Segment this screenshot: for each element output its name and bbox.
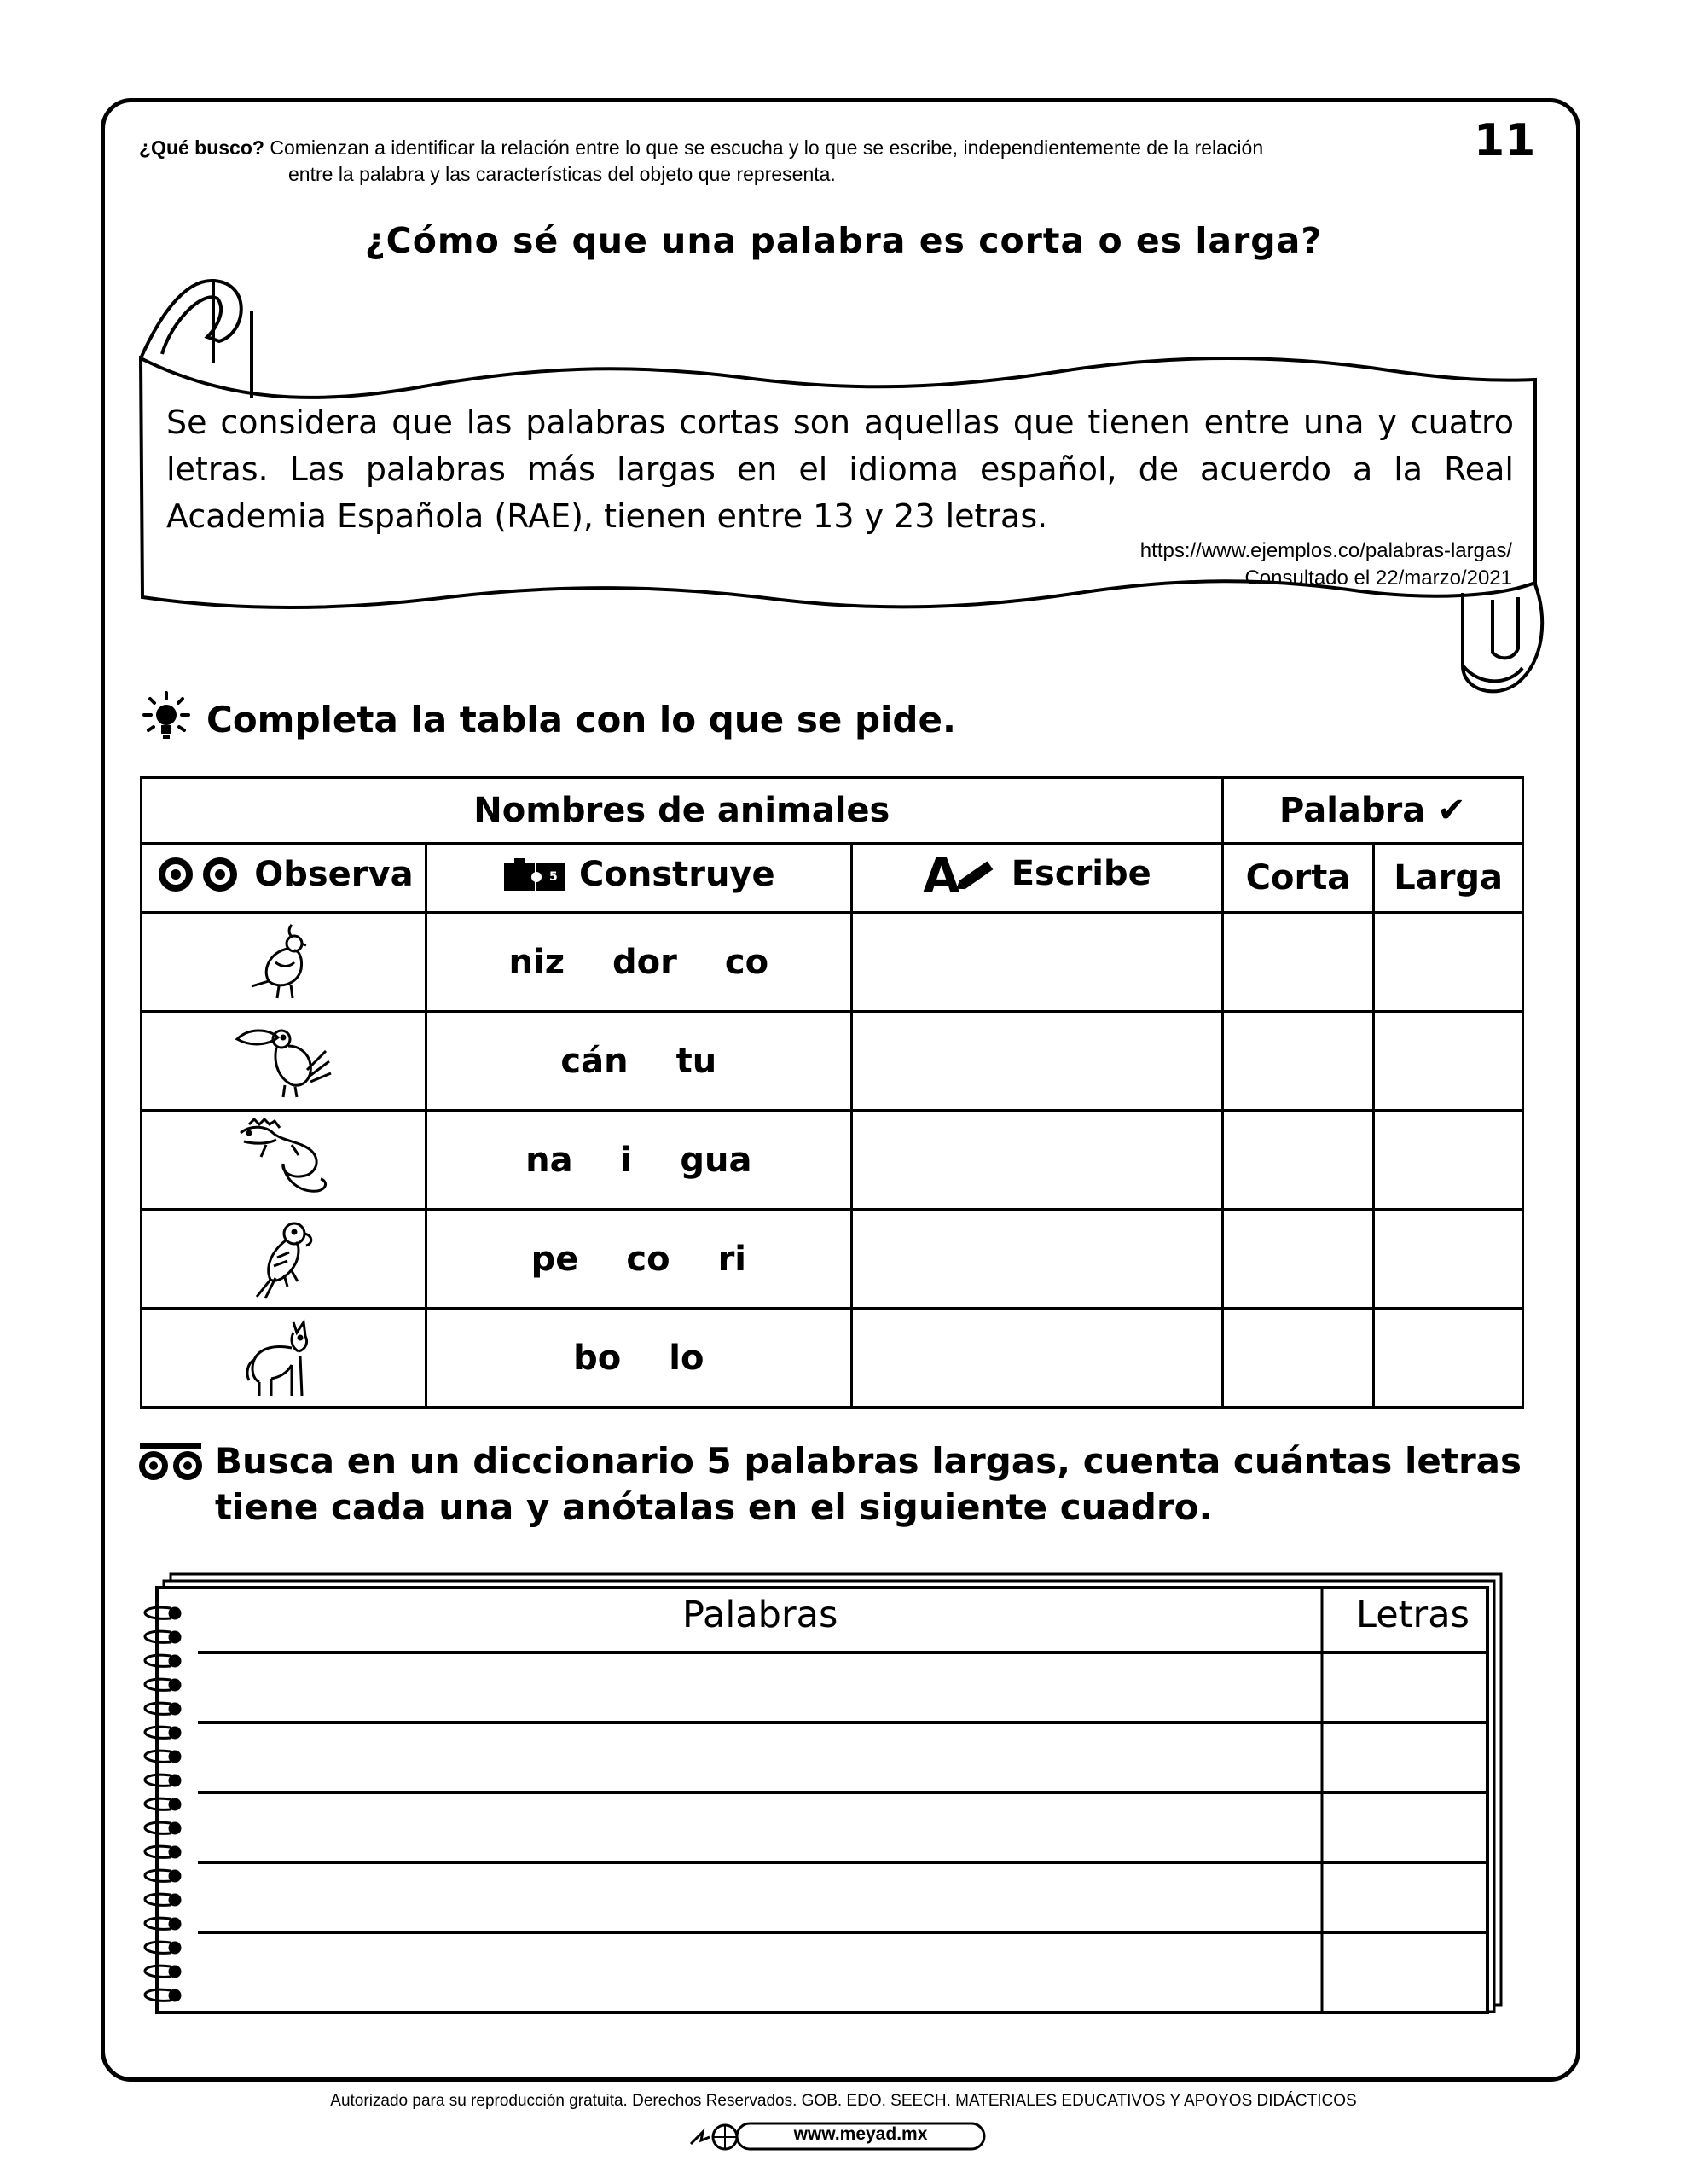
animal-image-cell: [142, 1111, 426, 1210]
iguana-icon: [232, 1116, 334, 1201]
table-row: [142, 1210, 1523, 1309]
syllable: co: [626, 1239, 670, 1279]
col-header-corta: Corta: [1222, 844, 1374, 913]
syllable: pe: [530, 1239, 579, 1279]
syllable: tu: [675, 1041, 717, 1081]
lightbulb-icon: [136, 689, 196, 749]
syllables-cell: [426, 1309, 851, 1408]
syllables-cell: [426, 1111, 851, 1210]
table-row: [142, 913, 1523, 1012]
escribe-label: Escribe: [1011, 854, 1151, 893]
puzzle-icon: [502, 857, 567, 892]
syllable: na: [525, 1140, 573, 1180]
larga-check-cell[interactable]: [1374, 1210, 1523, 1309]
syllable: bo: [573, 1338, 622, 1378]
instruction-2-line2: tiene cada una y anótalas en el siguiente cuadro.: [215, 1486, 1213, 1528]
construye-label: Construye: [578, 855, 775, 894]
source-url[interactable]: https://www.ejemplos.co/palabras-largas/: [1139, 539, 1512, 562]
larga-check-cell[interactable]: [1374, 1012, 1523, 1111]
letter-pencil-icon: [923, 850, 1000, 897]
write-answer-cell[interactable]: [851, 1210, 1222, 1309]
instruction-2-line1: Busca en un diccionario 5 palabras largas, cuenta cuántas letras: [215, 1440, 1522, 1482]
write-answer-cell[interactable]: [851, 1309, 1222, 1408]
source-date: Consultado el 22/marzo/2021: [1244, 566, 1512, 590]
parrot-icon: [245, 1215, 322, 1300]
syllables-cell: [426, 1012, 851, 1111]
header-label: ¿Qué busco?: [139, 136, 264, 159]
scroll-definition-text: Se considera que las palabras cortas son aquellas que tienen entre una y cuatro letras. Las palabras más largas en el idioma español, de acuerdo a la Real Academia Española (RAE), tienen entre 13 y 23 letras.: [166, 404, 1514, 535]
syllable: cán: [560, 1041, 629, 1081]
wolf-icon: [241, 1314, 326, 1399]
syllable: gua: [680, 1140, 752, 1180]
col-header-escribe: [851, 844, 1222, 913]
syllable: niz: [508, 942, 565, 982]
larga-check-cell[interactable]: [1374, 1309, 1523, 1408]
col-header-observa: [142, 844, 426, 913]
source-citation: [1140, 537, 1512, 592]
animal-image-cell: [142, 913, 426, 1012]
larga-check-cell[interactable]: [1374, 913, 1523, 1012]
animal-image-cell: [142, 1309, 426, 1408]
notebook-header-letras: Letras: [1356, 1594, 1470, 1636]
notebook-header-palabras: Palabras: [682, 1594, 838, 1636]
instruction-1-text: Completa la tabla con lo que se pide.: [206, 698, 956, 741]
eyes-icon: [136, 1442, 205, 1484]
col-header-larga: Larga: [1374, 844, 1523, 913]
syllables-cell: [426, 913, 851, 1012]
syllable: lo: [669, 1338, 704, 1378]
eyes-icon: [154, 856, 242, 893]
syllable: i: [620, 1140, 633, 1180]
animal-image-cell: [142, 1210, 426, 1309]
corta-check-cell[interactable]: [1222, 1210, 1374, 1309]
table-row: [142, 1111, 1523, 1210]
syllable: co: [724, 942, 769, 982]
syllable: dor: [612, 942, 677, 982]
observa-label: Observa: [254, 854, 414, 894]
syllable: ri: [717, 1239, 747, 1279]
page-title: ¿Cómo sé que una palabra es corta o es larga?: [364, 220, 1323, 261]
footer-text: Autorizado para su reproducción gratuita. Derechos Reservados. GOB. EDO. SEECH. MATERIALES EDUCATIVOS Y APOYOS DIDÁCTICOS: [330, 2092, 1357, 2110]
svg-text:A: A: [922, 850, 960, 897]
animal-image-cell: [142, 1012, 426, 1111]
group-header-palabra: Palabra ✔: [1222, 778, 1522, 844]
quail-icon: [245, 918, 322, 1003]
animal-names-table: [140, 776, 1524, 1409]
table-row: [142, 1309, 1523, 1408]
table-row: [142, 1012, 1523, 1111]
corta-check-cell[interactable]: [1222, 913, 1374, 1012]
write-answer-cell[interactable]: [851, 913, 1222, 1012]
website-link[interactable]: www.meyad.mx: [793, 2124, 928, 2144]
toucan-icon: [232, 1017, 334, 1102]
syllables-cell: [426, 1210, 851, 1309]
corta-check-cell[interactable]: [1222, 1012, 1374, 1111]
group-header-animal-names: Nombres de animales: [142, 778, 1223, 844]
instruction-2: [136, 1442, 1522, 1531]
header-text-line1: Comienzan a identificar la relación entre lo que se escucha y lo que se escribe, independientemente de la relación: [264, 136, 1264, 159]
larga-check-cell[interactable]: [1374, 1111, 1523, 1210]
corta-check-cell[interactable]: [1222, 1111, 1374, 1210]
svg-text:5: 5: [548, 870, 558, 884]
corta-check-cell[interactable]: [1222, 1309, 1374, 1408]
col-header-construye: [426, 844, 851, 913]
header-description: [139, 135, 1418, 188]
page-number: 11: [1474, 115, 1536, 166]
instruction-1: [136, 689, 956, 749]
header-text-line2: entre la palabra y las características del objeto que representa.: [288, 163, 836, 185]
write-answer-cell[interactable]: [851, 1111, 1222, 1210]
write-answer-cell[interactable]: [851, 1012, 1222, 1111]
